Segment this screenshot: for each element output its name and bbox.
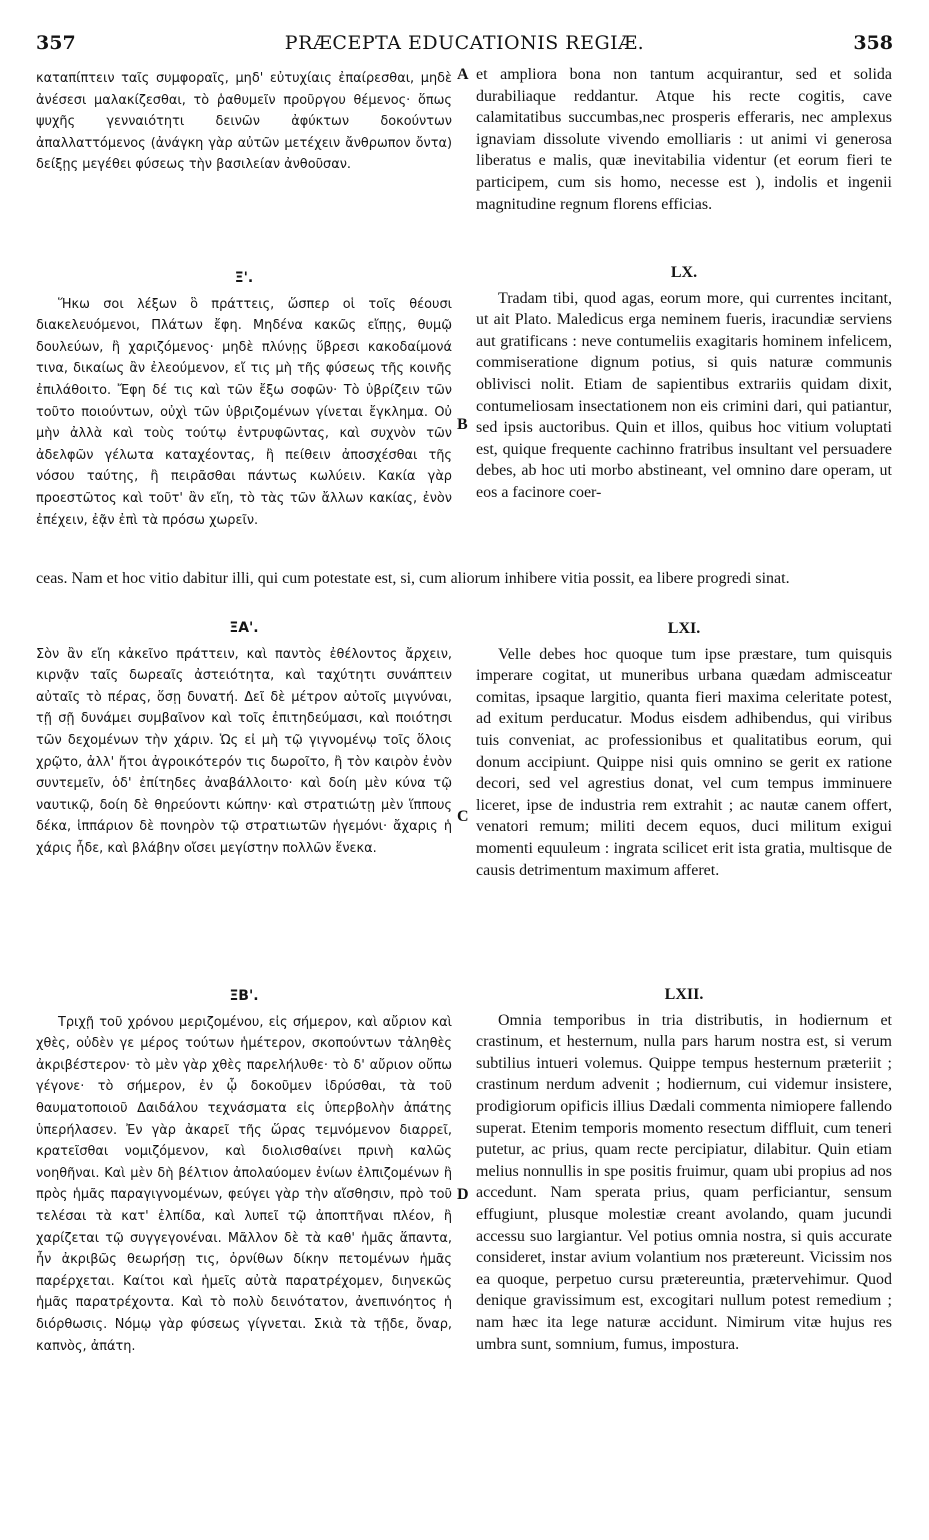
- latin-text-lxii: Omnia temporibus in tria distributis, in hodiernum et crastinum, et hesternum, nulla pars harum nostra est, si verum subtilius intueri volemus. Quippe tempus hesternum præteriit ; crastinum nerdum advenit ; hodiernum, cui videmur insistere, prodigiorum opificis illius Dædali commenta nimiopere fallendo superat. Etenim temporis momento resectum diffluit, cum teneri putetur, ac prius, quam recte percipiatur, dilabitur. Quin etiam melius nonnullis in spe positis fruimur, quam ubi propius ad nos accedunt. Nam sperata prius, quam perficiantur, sensum effugiunt, plusque molestiæ creant avolando, quam jucundi accessu suo largiantur. Vel potius omnia nostra, si quis accurate consideret, instar avium volantium nos prætereunt. Vicissim nos ea quoque, perpetuo cursu prætereuntia, prætervehimur. Quod denique gravissimum est, excogitari nullum potest remedium ; nam hæc ita lege naturæ accidunt. Nimirum vitæ hujus res umbra sunt, somnium, fumus, impostura.: [476, 1011, 892, 1353]
- margin-marker-c: C: [457, 808, 469, 825]
- latin-heading-lxii: LXII.: [664, 986, 704, 1003]
- latin-text-lx: Tradam tibi, quod agas, eorum more, qui currentes incitant, ut ait Plato. Maledicus erga neminem fueris, iracundiæ serviens aut gratificans : neve contumeliis exagitaris hominem infelicem, commiseratione dignum potius, si quis naturæ communis oblivisci nolit. Etiam de sapientibus extrariis quidam dixit, contumeliosam insectationem non eis crimini dari, qui patiantur, sed ipsis auctoribus. Quin et illos, quibus hoc vitium voluptati est, quique frequente cachinno fratribus insultant vel persuadere debes, ab hoc uti morbo abstineant, vel omnino dare operam, ut eos a facinore coer-: [476, 289, 892, 501]
- latin-section-lx: [476, 256, 892, 504]
- greek-intro: [36, 68, 452, 176]
- latin-section-lxi: [476, 612, 892, 881]
- margin-marker-d: D: [457, 1186, 469, 1203]
- latin-text-lxi: Velle debes hoc quoque tum ipse præstare, tum quisquis imperare cogitat, ut muneribus urbana quædam admisceatur comitas, ipsaque largitio, quanta fieri maxima celeritate potest, ad exitum perducatur. Modus eisdem adhibendus, qui viribus tuis conveniat, ac professionibus et qualitatibus eorum, qui donum accipiunt. Quippe nisi quis omnino se gerit ex ratione decori, sed vel agrestius donat, vel cum tempus imminuere liceret, ipse de industria rem extrahit ; ac nautæ canem offert, venatori remum; militi decem equos, duci militum exigui momenti equuleum : ingrata scilicet erit ista gratia, multisque de causis detrimentum maximum afferet.: [476, 645, 892, 879]
- greek-text-lxii: Τριχῇ τοῦ χρόνου μεριζομένου, εἰς σήμερον, καὶ αὔριον καὶ χθὲς, οὐδὲν γε μέρος τούτων ἡμέτερον, σκοπούντων τἀληθὲς ἀκριβέστερον· τὸ μὲν γὰρ χθὲς παρελήλυθε· τὸ δ' αὔριον οὔπω γέγονε· τὸ σήμερον, ἐν ᾧ δοκοῦμεν ἱδρύσθαι, τὰ τοῦ θαυματοποιοῦ Δαιδάλου τεχνάσματα εἰς ὑπερβολὴν ἀπάτης ὑπερήλασεν. Ἐν γὰρ ἀκαρεῖ τῆς ὥρας τεμνόμενον διαρρεῖ, κρατεῖσθαι νομιζόμενον, καὶ διολισθαίνει πρινὴ καλῶς νοηθῆναι. Καὶ μὲν δὴ βέλτιον ἀπολαύομεν ἐνίων ἐλπιζομένων ἢ πρὸς ἡμᾶς παραγιγνομένων, φεύγει γὰρ τὴν αἴσθησιν, πρὸ τοῦ τελέσαι τὰ κατ' ἐλπίδα, καὶ λυπεῖ τῷ ἀποπτῆναι πλέον, ἢ χαρίζεται τῷ συγγεγονέναι. Μᾶλλον δὲ τὰ καθ' ἡμᾶς ἅπαντα, ἦν ἀκριβῶς θεωρήσῃ τις, ὀρνίθων δίκην πετομένων ἡμᾶς παρέρχεται. Καίτοι καὶ ἡμεῖς αὐτὰ παρατρέχομεν, διηνεκῶς ἡμᾶς παρατρέχοντα. Καὶ τὸ πολὺ δεινότατον, ἀνεπινόητος ἡ διόρθωσις. Νόμῳ γὰρ φύσεως γίγνεται. Σκιὰ τὰ τῇδε, ὄναρ, καπνὸς, ἀπάτη.: [36, 1014, 452, 1354]
- margin-marker-a: A: [457, 66, 469, 83]
- latin-section-lxii: [476, 978, 892, 1355]
- latin-intro: [476, 64, 892, 215]
- latin-heading-lx: LX.: [670, 264, 698, 281]
- page-header: [0, 26, 929, 62]
- greek-section-lxii: [36, 980, 452, 1357]
- running-title: PRÆCEPTA EDUCATIONIS REGIÆ.: [284, 32, 645, 54]
- greek-heading-lxi: ΞΑ'.: [229, 620, 259, 636]
- page-number-left: 357: [36, 32, 76, 54]
- margin-marker-b: B: [457, 416, 468, 433]
- greek-heading-lx: Ξ'.: [234, 270, 254, 286]
- greek-section-lx: [36, 262, 452, 531]
- greek-section-lxi: [36, 612, 452, 860]
- latin-intro-text: et ampliora bona non tantum acquirantur, sed et solida durabiliaque reddantur. Atque his recte cogitis, cave calamitatibus succumbas,nec prosperis efferaris, nec amplexus ignaviam dissolute vivendo emolliaris : ut animi vi generosa liberatus e malis, quæ inevitabilia videntur (et eorum fieri te participem, cum sis homo, necesse est ), indolis et ingenii magnitudine regnum florens efficias.: [476, 66, 892, 213]
- greek-text-lx: Ἥκω σοι λέξων ὃ πράττεις, ὥσπερ οἱ τοῖς θέουσι διακελευόμενοι, Πλάτων ἔφη. Μηδένα κακῶς εἴπῃς, θυμῷ δουλεύων, ἢ χαριζόμενος· μηδὲ πλύνῃς ὕβρεσι κακοδαίμονά τινα, δικαίως ἂν ἐλεούμενον, εἴ τις μὴ τῆς φύσεως τῆς κοινῆς ἐπιλάθοιτο. Ἔφη δέ τις καὶ τῶν ἔξω σοφῶν· Τὸ ὑβρίζειν τῶν τοῦτο ποιούντων, οὐχὶ τῶν ὑβριζομένων γίνεται ἔγκλημα. Οὐ μὴν ἀλλὰ καὶ τοὺς τούτῳ ἐντρυφῶντας, καὶ συχνὸν τῶν ἀδελφῶν γέλωτα καταχέοντας, ἢ πείθειν ἀποσχέσθαι τῆς νόσου ταύτης, ἢ πειρᾶσθαι πάντως κωλύειν. Κακία γὰρ προεστῶτος καὶ τοῦτ' ἂν εἴη, τὸ τὰς τῶν ἄλλων κακίας, ἐνὸν ἐπέχειν, ἐᾷν ἐπὶ τὰ πρόσω χωρεῖν.: [36, 296, 452, 528]
- latin-heading-lxi: LXI.: [667, 620, 701, 637]
- full-width-continuation: ceas. Nam et hoc vitio dabitur illi, qui cum potestate est, si, cum aliorum inhibere vitia possit, ea libere progredi sinat.: [36, 570, 790, 587]
- greek-text-lxi: Σὸν ἂν εἴη κἀκεῖνο πράττειν, καὶ παντὸς ἐθέλοντος ἄρχειν, κιρνᾷν ταῖς δωρεαῖς ἀστειότητα, καὶ ταχύτητι συνάπτειν αὐταῖς τὸ πέρας, ὅσῃ δυνατή. Δεῖ δὲ μέτρον αὐτοῖς μιγνύναι, τῇ σῇ δυνάμει συμβαῖνον καὶ τοῖς ἐπιτηδεύμασι, καὶ ποιότησι τῶν δεχομένων τὴν χάριν. Ὡς εἰ μὴ τῷ γιγνομένῳ τοῖς ὅλοις χρῷτο, ἀλλ' ἤτοι ἀγροικότερόν τις δωροῖτο, ἢ τὸν καιρὸν ἐνὸν συντεμεῖν, ὁδ' ἐπίτηδες ἀναβάλλοιτο· καὶ δοίη μὲν κύνα τῷ ναυτικῷ, δοίη δὲ θηρεύοντι κώπην· καὶ στρατιώτῃ μὲν ἵππους δέκα, ἱππάριον δὲ πονηρὸν τῷ στρατιωτῶν ἡγεμόνι· ἄχαρις ἡ χάρις ἦδε, καὶ βλάβην οἴσει μεγίστην πολλῶν ἕνεκα.: [36, 646, 452, 856]
- greek-heading-lxii: ΞΒ'.: [229, 988, 259, 1004]
- page-number-right: 358: [853, 32, 893, 54]
- greek-intro-text: καταπίπτειν ταῖς συμφοραῖς, μηδ' εὐτυχίαις ἐπαίρεσθαι, μηδὲ ἀνέσεσι μαλακίζεσθαι, τὸ ῥαθυμεῖν προῦργου θέμενος· ὅπως ψυχῆς γενναιότητι δεινῶν ἀφύκτων δοκούντων ἀπαλλαττόμενος (ἀνάγκη γὰρ αὐτῶν μετέχειν ἄνθρωπον ὄντα) δείξῃς μεγέθει φύσεως τὴν βασιλείαν ἀνθοῦσαν.: [36, 71, 452, 173]
